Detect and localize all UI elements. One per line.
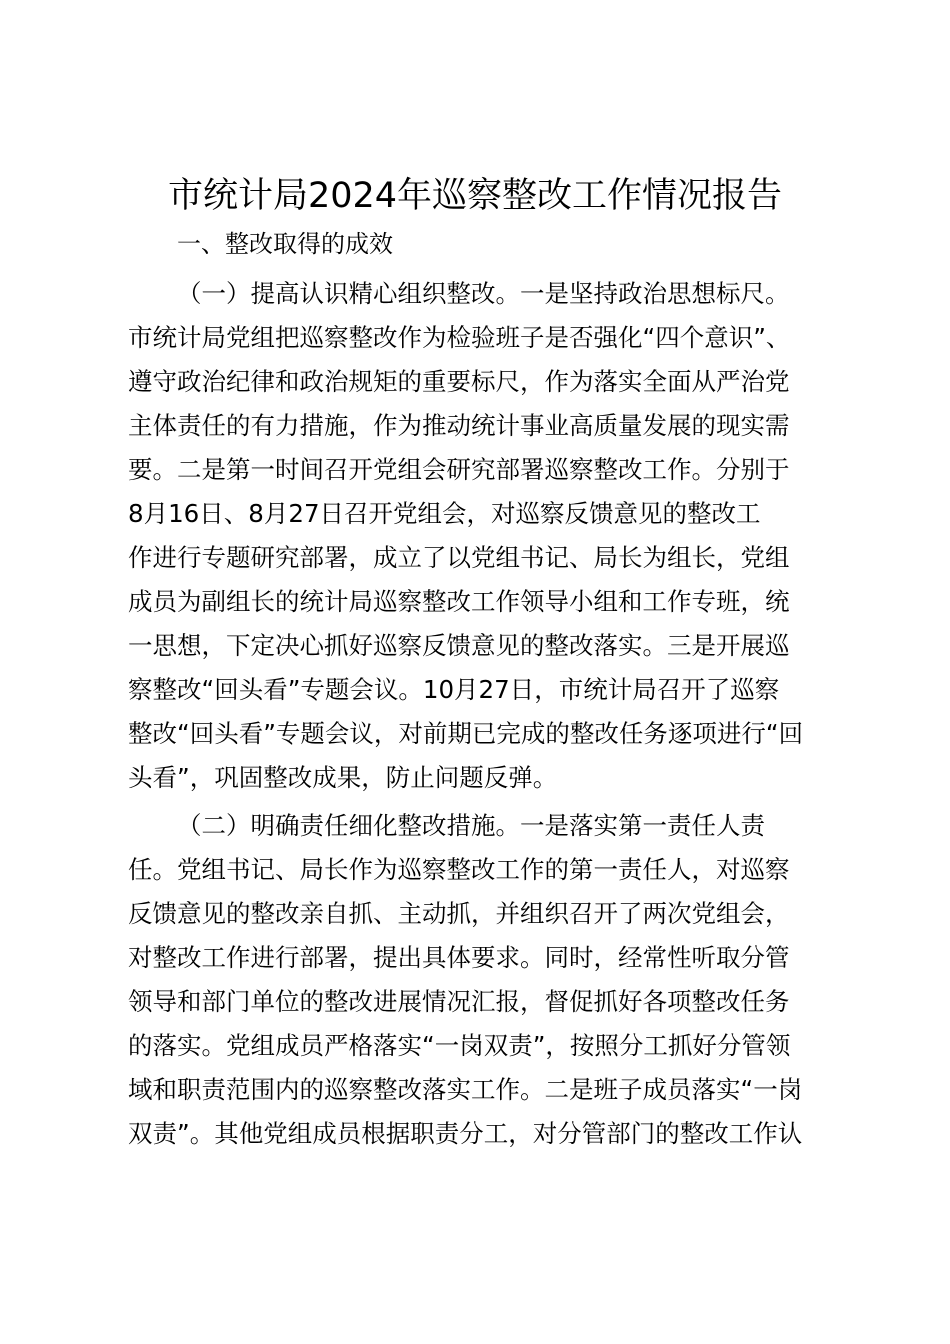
section-heading: 一、整改取得的成效 [177, 230, 393, 258]
body-line: 成员为副组长的统计局巡察整改工作领导小组和工作专班，统 [128, 587, 790, 616]
body-line: 主体责任的有力措施，作为推动统计事业高质量发展的现实需 [128, 411, 790, 440]
body-line: 领导和部门单位的整改进展情况汇报，督促抓好各项整改任务 [128, 987, 790, 1016]
body-line: （二）明确责任细化整改措施。一是落实第一责任人责 [177, 811, 765, 840]
document-title: 市统计局2024年巡察整改工作情况报告 [167, 176, 783, 216]
body-line: 域和职责范围内的巡察整改落实工作。二是班子成员落实“一岗 [128, 1075, 803, 1104]
body-line: 对整改工作进行部署，提出具体要求。同时，经常性听取分管 [128, 943, 790, 972]
body-line: 作进行专题研究部署，成立了以党组书记、局长为组长，党组 [128, 543, 790, 572]
body-line: 要。二是第一时间召开党组会研究部署巡察整改工作。分别于 [128, 455, 790, 484]
body-line: 市统计局党组把巡察整改作为检验班子是否强化“四个意识”、 [128, 323, 791, 352]
body-line: 任。党组书记、局长作为巡察整改工作的第一责任人，对巡察 [128, 855, 790, 884]
body-line: 双责”。其他党组成员根据职责分工，对分管部门的整改工作认 [128, 1119, 803, 1148]
body-line: 遵守政治纪律和政治规矩的重要标尺，作为落实全面从严治党 [128, 367, 790, 396]
body-line: 的落实。党组成员严格落实“一岗双责”，按照分工抓好分管领 [128, 1031, 791, 1060]
body-line: 察整改“回头看”专题会议。10月27日，市统计局召开了巡察 [128, 675, 780, 704]
body-line: 一思想，下定决心抓好巡察反馈意见的整改落实。三是开展巡 [128, 631, 790, 660]
body-line: 反馈意见的整改亲自抓、主动抓，并组织召开了两次党组会， [128, 899, 790, 928]
body-line: 8月16日、8月27日召开党组会，对巡察反馈意见的整改工 [128, 499, 761, 528]
body-line: 整改“回头看”专题会议，对前期已完成的整改任务逐项进行“回 [128, 719, 804, 748]
body-line: （一）提高认识精心组织整改。一是坚持政治思想标尺。 [177, 279, 790, 308]
body-line: 头看”，巩固整改成果，防止问题反弹。 [128, 763, 558, 792]
